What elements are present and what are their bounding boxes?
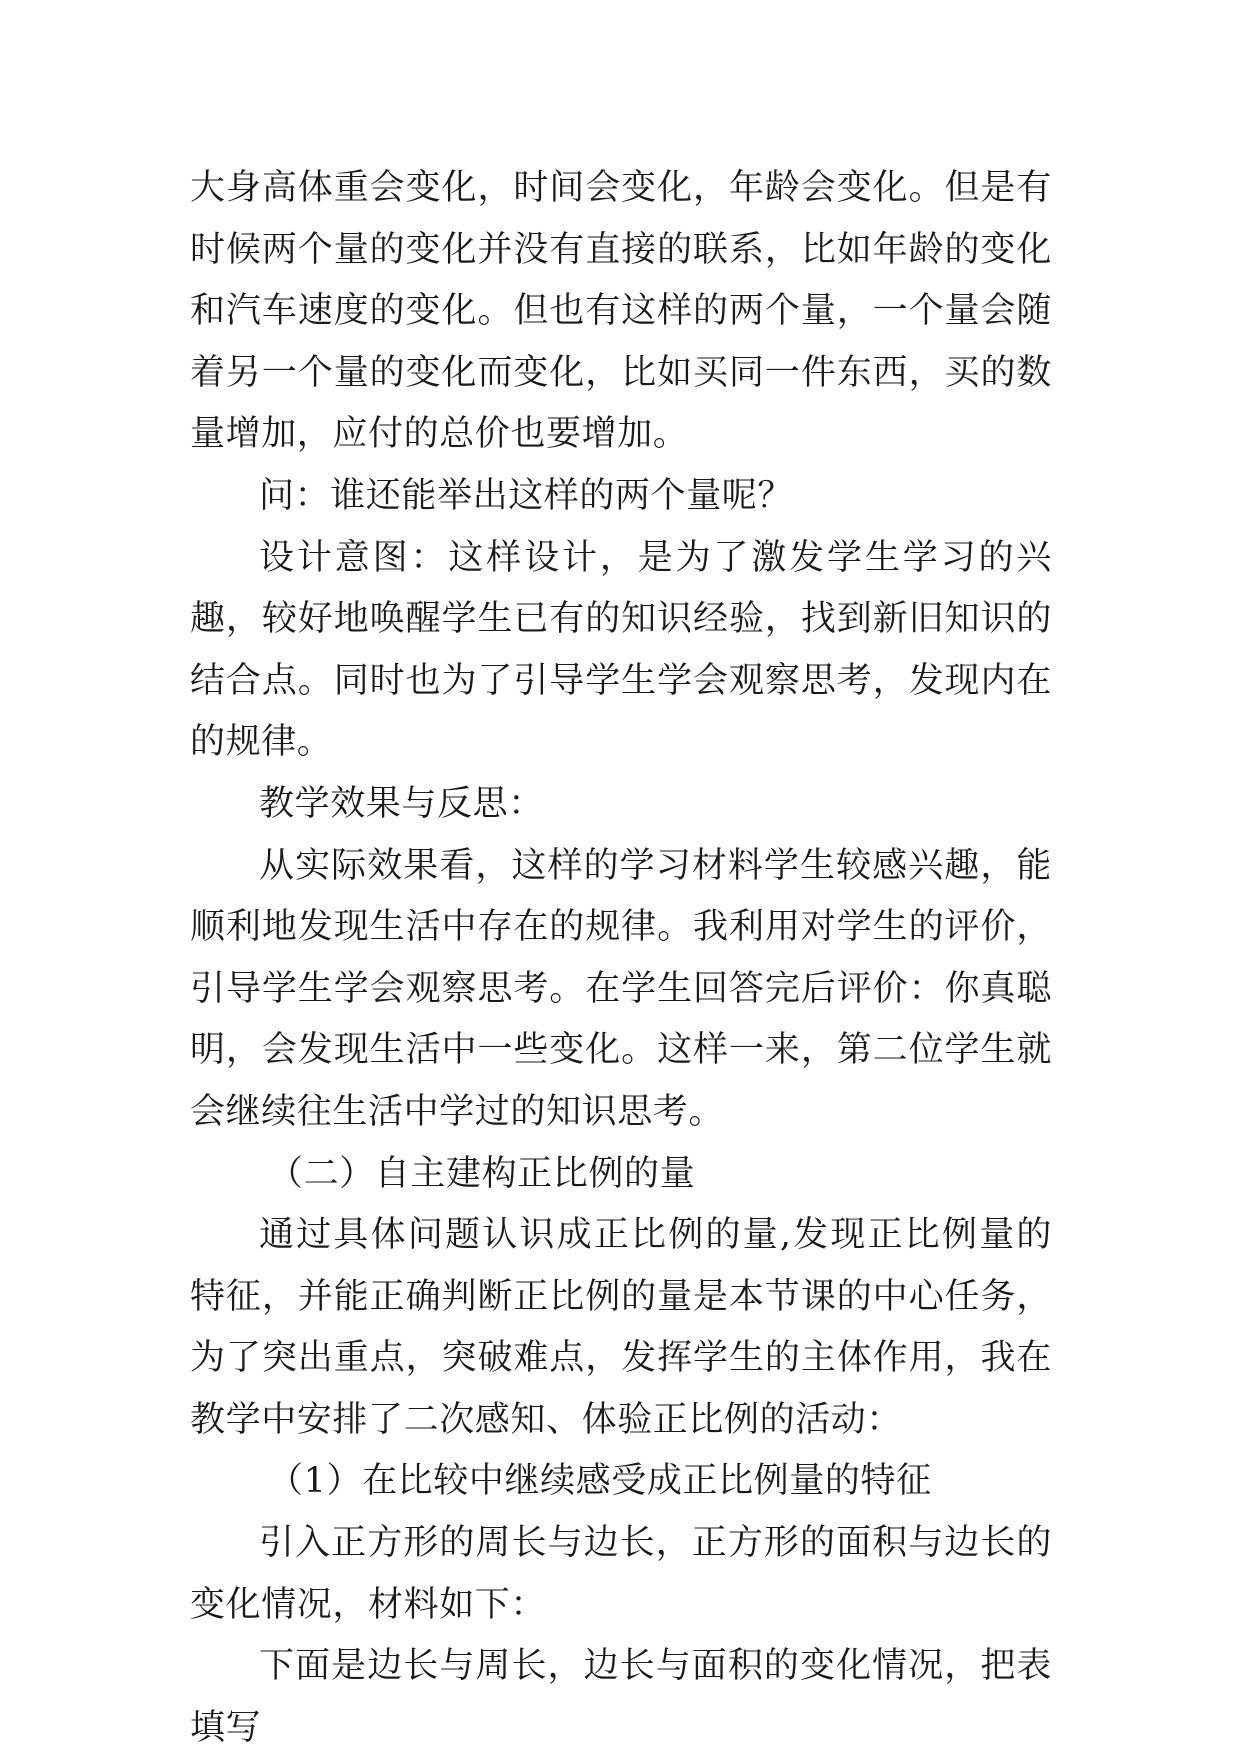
paragraph-question: 问：谁还能举出这样的两个量呢？ (259, 475, 794, 516)
section-heading-two: （二）自主建构正比例的量 (268, 1153, 696, 1194)
document-page (190, 158, 1052, 1759)
paragraph-effect-heading: 教学效果与反思： (259, 783, 544, 824)
paragraph-square-intro: 引入正方形的周长与边长，正方形的面积与边长的变化情况，材料如下： (190, 1523, 1052, 1625)
paragraph-effect-reflection: 从实际效果看，这样的学习材料学生较感兴趣，能顺利地发现生活中存在的规律。我利用对学生的评价，引导学生学会观察思考。在学生回答完后评价：你真聪明，会发现生活中一些变化。这样一来，第二位学生就会继续往生活中学过的知识思考。 (190, 845, 1052, 1132)
paragraph-main-task: 通过具体问题认识成正比例的量,发现正比例量的特征，并能正确判断正比例的量是本节课的中心任务，为了突出重点，突破难点，发挥学生的主体作用，我在教学中安排了二次感知、体验正比例的活动： (190, 1215, 1052, 1440)
paragraph-intro-continued: 大身高体重会变化，时间会变化，年龄会变化。但是有时候两个量的变化并没有直接的联系，比如年龄的变化和汽车速度的变化。但也有这样的两个量，一个量会随着另一个量的变化而变化，比如买同一件东西，买的数量增加，应付的总价也要增加。 (190, 168, 1052, 455)
subsection-heading-one: （1）在比较中继续感受成正比例量的特征 (268, 1461, 932, 1502)
paragraph-design-intent: 设计意图：这样设计，是为了激发学生学习的兴趣，较好地唤醒学生已有的知识经验，找到新旧知识的结合点。同时也为了引导学生学会观察思考，发现内在的规律。 (190, 537, 1052, 763)
paragraph-table-instruction: 下面是边长与周长，边长与面积的变化情况，把表填写 (190, 1646, 1052, 1748)
